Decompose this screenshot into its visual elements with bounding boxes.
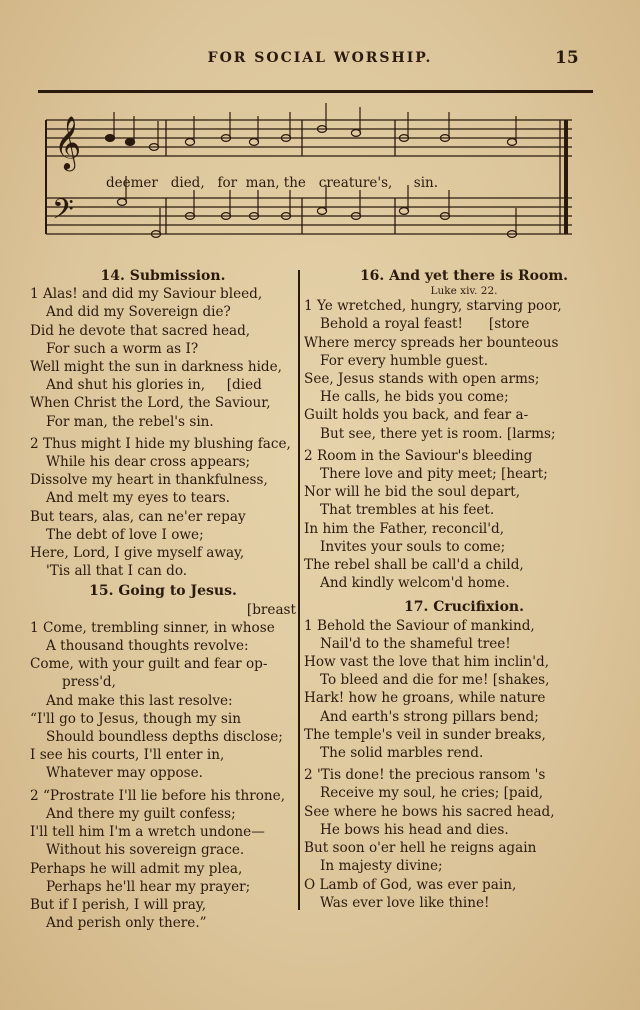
hymn-14-title: 14. Submission. (100, 268, 226, 284)
verse-line: He calls, he bids you come; (320, 389, 509, 406)
verse-line: Whatever may oppose. (46, 765, 203, 782)
verse-line: How vast the love that him inclin'd, (304, 654, 550, 671)
verse-line: 1 Come, trembling sinner, in whose (30, 619, 275, 636)
verse-line: Guilt holds you back, and fear a- (304, 407, 529, 424)
verse-line: And kindly welcom'd home. (320, 575, 510, 592)
verse-line: But see, there yet is room. [larms; (320, 425, 556, 442)
verse-line: Should boundless depths disclose; (46, 729, 283, 746)
verse-line: Receive my soul, he cries; [paid, (320, 785, 544, 802)
verse-line: When Christ the Lord, the Saviour, (30, 395, 271, 412)
verse-line: 2 Thus might I hide my blushing face, (30, 435, 291, 452)
verse-line: Perhaps he will admit my plea, (30, 860, 243, 877)
verse-line: I see his courts, I'll enter in, (30, 747, 225, 764)
verse-line: But if I perish, I will pray, (30, 896, 207, 913)
verse-line: Here, Lord, I give myself away, (30, 545, 245, 562)
verse-line: 1 Alas! and did my Saviour bleed, (30, 286, 263, 303)
hymn-15-title: 15. Going to Jesus. (89, 583, 237, 600)
verse-line: Where mercy spreads her bounteous (304, 334, 559, 351)
verse-line: Nor will he bid the soul depart, (304, 484, 521, 501)
verse-line: Nail'd to the shameful tree! (320, 635, 511, 652)
verse-line: 2 “Prostrate I'll lie before his throne, (30, 787, 286, 804)
verse-line: The temple's veil in sunder breaks, (304, 726, 546, 743)
verse-line: And make this last resolve: (46, 692, 233, 709)
verse-line: O Lamb of God, was ever pain, (304, 876, 517, 893)
verse-line: Invites your souls to come; (320, 538, 506, 555)
treble-clef-icon: 𝄞 (54, 115, 82, 169)
verse-line: Without his sovereign grace. (46, 842, 245, 859)
bass-clef-icon: 𝄢 (52, 193, 74, 233)
verse-line: press'd, (62, 674, 116, 691)
right-column (304, 265, 624, 912)
verse-line: While his dear cross appears; (46, 454, 251, 471)
verse-line: A thousand thoughts revolve: (46, 638, 249, 655)
left-column (30, 265, 296, 932)
verse-line: I'll tell him I'm a wretch undone— (30, 824, 265, 841)
verse-line: 1 Behold the Saviour of mankind, (304, 617, 535, 634)
verse-line: Come, with your guilt and fear op- (30, 656, 268, 673)
header-rule (38, 90, 593, 93)
verse-line: But soon o'er hell he reigns again (304, 840, 537, 857)
verse-line: And shut his glories in, [died (46, 377, 262, 394)
verse-line: 'Tis all that I can do. (46, 563, 188, 580)
verse-line: [breast (246, 601, 296, 618)
hymn-16-title: 16. And yet there is Room. (359, 268, 569, 284)
page-number: 15 (555, 48, 579, 68)
verse-line: And there my guilt confess; (46, 805, 236, 822)
running-header: FOR SOCIAL WORSHIP. (207, 50, 433, 66)
verse-line: There love and pity meet; [heart; (320, 466, 548, 483)
verse-line: He bows his head and dies. (320, 821, 509, 838)
verse-line: Dissolve my heart in thankfulness, (30, 472, 268, 489)
music-lyric: deemer died, for man, the creature's, sin. (106, 175, 438, 191)
scripture-reference: Luke xiv. 22. (430, 285, 498, 298)
verse-line: See where he bows his sacred head, (304, 803, 555, 820)
verse-line: Hark! how he groans, while nature (304, 690, 546, 707)
verse-line: That trembles at his feet. (320, 502, 495, 519)
verse-line: For every humble guest. (320, 352, 489, 369)
verse-line: The rebel shall be call'd a child, (304, 557, 524, 574)
verse-line: To bleed and die for me! [shakes, (320, 672, 550, 689)
verse-line: Behold a royal feast! [store (320, 316, 530, 333)
verse-line: 2 Room in the Saviour's bleeding (304, 447, 533, 464)
verse-line: For man, the rebel's sin. (46, 413, 214, 430)
verse-line: Was ever love like thine! (320, 894, 490, 911)
verse-line: The solid marbles rend. (320, 745, 484, 762)
verse-line: And perish only there.” (46, 915, 207, 932)
verse-line: And earth's strong pillars bend; (320, 708, 539, 725)
verse-line: But tears, alas, can ne'er repay (30, 508, 246, 525)
verse-line: “I'll go to Jesus, though my sin (30, 710, 241, 727)
verse-line: See, Jesus stands with open arms; (304, 371, 540, 388)
column-divider (298, 270, 300, 910)
verse-line: Perhaps he'll hear my prayer; (46, 878, 251, 895)
verse-line: Well might the sun in darkness hide, (30, 359, 283, 376)
verse-line: In him the Father, reconcil'd, (304, 520, 505, 537)
verse-line: The debt of love I owe; (46, 526, 204, 543)
verse-line: And melt my eyes to tears. (46, 490, 230, 507)
verse-line: Did he devote that sacred head, (30, 322, 251, 339)
verse-line: In majesty divine; (320, 858, 443, 875)
verse-line: For such a worm as I? (46, 340, 199, 357)
verse-line: 1 Ye wretched, hungry, starving poor, (304, 298, 562, 315)
verse-line: And did my Sovereign die? (46, 304, 231, 321)
verse-line: 2 'Tis done! the precious ransom 's (304, 767, 546, 784)
hymn-17-title: 17. Crucifixion. (403, 599, 524, 616)
